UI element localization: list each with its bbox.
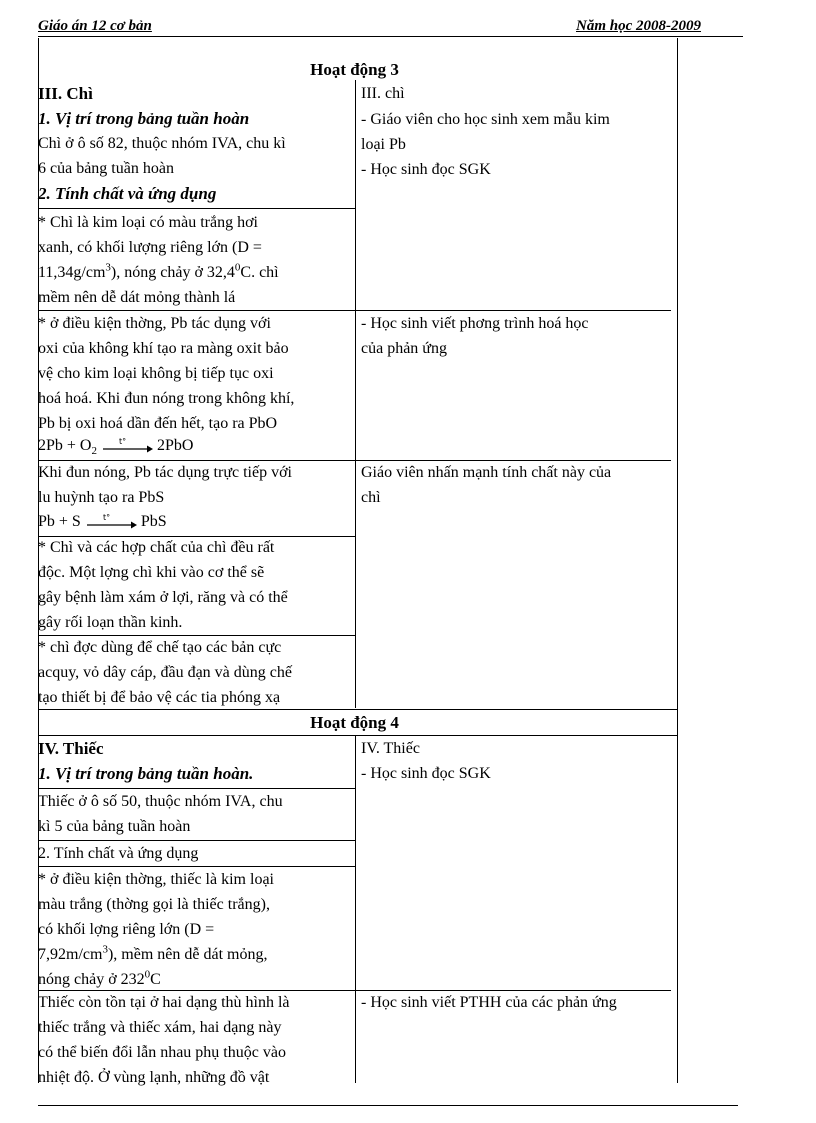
footer-rule — [38, 1105, 738, 1106]
lead-paragraph-1: * Chì là kim loại có màu trắng hơi xanh, có khối lượng riêng lớn (D = $11,34g/cm^3$), nóng chảy ở 32,4$^0$C. chì mềm nên dễ dát mỏng thành lá — [38, 214, 279, 306]
tin-properties-heading: 2. Tính chất và ứng dụng — [38, 845, 199, 862]
lead-paragraph-2: * ở điều kiện thờng, Pb tác dụng với oxi của không khí tạo ra màng oxit bảo vệ cho kim loại không bị tiếp tục oxi hoá hoá. Khi đun nóng trong không khí, Pb bị oxi hoá dần đến hết, tạo ra PbO — [38, 315, 295, 432]
equation-lead-sulfur: Pb + S t° PbS — [38, 512, 167, 532]
tin-paragraph-1: * ở điều kiện thờng, thiếc là kim loại màu trắng (thờng gọi là thiếc trắng), có khối lợng riêng lớn (D = $7,92m/cm^3$), mềm nên dễ dát mỏng, nóng chảy ở $232^0C$ — [38, 871, 274, 988]
header-course: Giáo án 12 cơ bản — [38, 18, 152, 34]
equation-lead-oxygen: $2Pb + O_2$ t° 2PbO — [38, 437, 194, 458]
reaction-arrow-icon — [101, 436, 153, 456]
teacher-note-2: - Học sinh viết phơng trình hoá học của phản ứng — [361, 315, 589, 357]
row-rule — [38, 208, 355, 209]
tin-position-heading: 1. Vị trí trong bảng tuần hoàn. — [38, 764, 254, 783]
section-tin-heading: IV. Thiếc — [38, 739, 104, 758]
activity-3-right — [361, 81, 671, 106]
right-section-lead: III. chì — [361, 85, 405, 102]
right-section-tin: IV. Thiếc — [361, 740, 420, 757]
lead-paragraph-3: Khi đun nóng, Pb tác dụng trực tiếp với lu huỳnh tạo ra PbS — [38, 464, 292, 506]
header-school-year: Năm học 2008-2009 — [576, 18, 701, 34]
activity-4-right — [361, 736, 671, 786]
teacher-note-3: Giáo viên nhấn mạnh tính chất này của chì — [361, 464, 612, 506]
activity-3-title: Hoạt động 3 — [310, 60, 399, 79]
lead-paragraph-5: * chì đợc dùng để chế tạo các bản cực acquy, vỏ dây cáp, đầu đạn và dùng chế tạo thiết bị để bảo vệ các tia phóng xạ — [38, 639, 292, 706]
lead-position-heading: 1. Vị trí trong bảng tuần hoàn — [38, 109, 250, 128]
section-lead-heading: III. Chì — [38, 84, 93, 103]
activity-4-title: Hoạt động 4 — [310, 713, 399, 732]
tin-position-text: Thiếc ở ô số 50, thuộc nhóm IVA, chu kì 5 của bảng tuần hoàn — [38, 793, 283, 835]
column-divider-a3 — [355, 80, 356, 708]
tin-paragraph-2: Thiếc còn tồn tại ở hai dạng thù hình là thiếc trắng và thiếc xám, hai dạng này có thể biến đổi lẫn nhau phụ thuộc vào nhiệt độ. Ở vùng lạnh, những đồ vật — [38, 994, 290, 1086]
column-divider-a4 — [355, 735, 356, 1083]
row-rule — [38, 709, 677, 710]
reaction-arrow-icon — [85, 512, 137, 532]
lead-properties-heading: 2. Tính chất và ứng dụng — [38, 184, 217, 203]
page-header — [38, 18, 743, 36]
activity-3-left — [38, 81, 349, 206]
lead-position-text: Chì ở ô số 82, thuộc nhóm IVA, chu kì 6 của bảng tuần hoàn — [38, 135, 286, 177]
activity-4-left — [38, 736, 349, 786]
header-rule — [38, 36, 743, 37]
table-right-border — [677, 38, 678, 1083]
svg-text:t°: t° — [118, 437, 127, 447]
teacher-note-1: - Giáo viên cho học sinh xem mẫu kim loại Pb - Học sinh đọc SGK — [361, 111, 610, 178]
lead-paragraph-4: * Chì và các hợp chất của chì đều rất độc. Một lợng chì khi vào cơ thể sẽ gây bệnh làm xám ở lợi, răng và có thể gây rối loạn thần kinh. — [38, 539, 288, 631]
teacher-note-4: - Học sinh đọc SGK — [361, 765, 491, 782]
teacher-note-5: - Học sinh viết PTHH của các phản ứng — [361, 994, 617, 1011]
svg-text:t°: t° — [102, 513, 110, 523]
